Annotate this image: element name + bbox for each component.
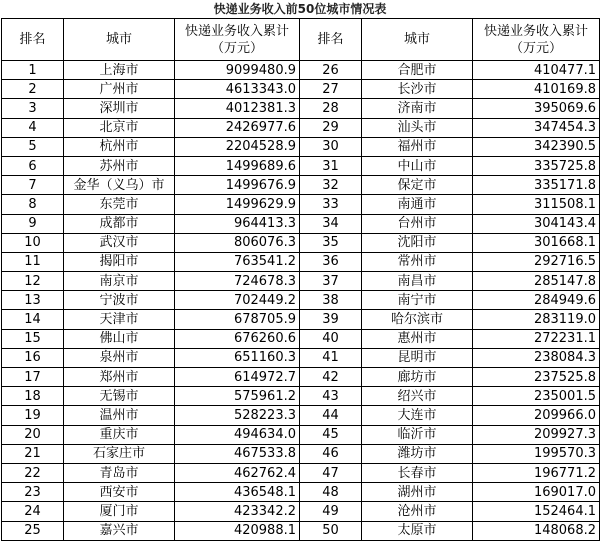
revenue-cell-right: 410169.8 <box>473 80 600 99</box>
city-cell-left: 佛山市 <box>64 329 175 348</box>
city-cell-left: 广州市 <box>64 80 175 99</box>
city-cell-left: 成都市 <box>64 214 175 233</box>
revenue-cell-right: 209927.3 <box>473 425 600 444</box>
city-cell-right: 绍兴市 <box>362 387 473 406</box>
revenue-cell-right: 292716.5 <box>473 252 600 271</box>
city-cell-right: 哈尔滨市 <box>362 310 473 329</box>
rank-cell-left: 1 <box>2 61 64 80</box>
city-cell-right: 南通市 <box>362 195 473 214</box>
revenue-cell-left: 676260.6 <box>175 329 300 348</box>
table-row <box>2 444 600 463</box>
city-cell-left: 南京市 <box>64 272 175 291</box>
rank-cell-left: 18 <box>2 387 64 406</box>
city-cell-right: 南宁市 <box>362 291 473 310</box>
rank-cell-right: 45 <box>300 425 362 444</box>
rank-header-left: 排名 <box>2 19 64 61</box>
city-cell-left: 金华（义乌）市 <box>64 176 175 195</box>
city-cell-right: 太原市 <box>362 521 473 540</box>
revenue-cell-right: 199570.3 <box>473 444 600 463</box>
revenue-header-right-line2: （万元） <box>509 40 562 56</box>
revenue-cell-right: 235001.5 <box>473 387 600 406</box>
city-cell-left: 北京市 <box>64 118 175 137</box>
revenue-cell-left: 2204528.9 <box>175 137 300 156</box>
revenue-cell-right: 342390.5 <box>473 137 600 156</box>
revenue-header-right-line1: 快递业务收入累计 <box>483 23 588 39</box>
rank-cell-left: 17 <box>2 368 64 387</box>
table-row <box>2 483 600 502</box>
revenue-cell-right: 285147.8 <box>473 272 600 291</box>
revenue-cell-right: 311508.1 <box>473 195 600 214</box>
rank-cell-right: 38 <box>300 291 362 310</box>
rank-cell-right: 47 <box>300 463 362 482</box>
rank-cell-right: 49 <box>300 502 362 521</box>
city-cell-left: 揭阳市 <box>64 252 175 271</box>
city-cell-left: 郑州市 <box>64 368 175 387</box>
revenue-cell-left: 724678.3 <box>175 272 300 291</box>
rank-cell-right: 31 <box>300 156 362 175</box>
table-row <box>2 348 600 367</box>
rank-cell-left: 4 <box>2 118 64 137</box>
revenue-cell-right: 148068.2 <box>473 521 600 540</box>
rank-cell-right: 29 <box>300 118 362 137</box>
revenue-cell-right: 169017.0 <box>473 483 600 502</box>
revenue-cell-left: 964413.3 <box>175 214 300 233</box>
revenue-cell-left: 494634.0 <box>175 425 300 444</box>
revenue-cell-right: 335725.8 <box>473 156 600 175</box>
rank-cell-left: 19 <box>2 406 64 425</box>
table-header-row <box>2 19 600 61</box>
city-cell-left: 宁波市 <box>64 291 175 310</box>
city-cell-right: 临沂市 <box>362 425 473 444</box>
city-cell-right: 汕头市 <box>362 118 473 137</box>
table-row <box>2 118 600 137</box>
city-cell-right: 长沙市 <box>362 80 473 99</box>
rank-cell-left: 13 <box>2 291 64 310</box>
table-row <box>2 463 600 482</box>
revenue-cell-left: 9099480.9 <box>175 61 300 80</box>
city-cell-left: 苏州市 <box>64 156 175 175</box>
city-cell-left: 厦门市 <box>64 502 175 521</box>
table-row <box>2 291 600 310</box>
revenue-cell-left: 806076.3 <box>175 233 300 252</box>
revenue-header-right <box>473 19 600 61</box>
city-cell-left: 重庆市 <box>64 425 175 444</box>
city-header-left: 城市 <box>64 19 175 61</box>
city-cell-left: 泉州市 <box>64 348 175 367</box>
revenue-cell-right: 237525.8 <box>473 368 600 387</box>
city-cell-left: 杭州市 <box>64 137 175 156</box>
rank-cell-left: 21 <box>2 444 64 463</box>
revenue-cell-right: 238084.3 <box>473 348 600 367</box>
table-row <box>2 502 600 521</box>
rank-cell-left: 2 <box>2 80 64 99</box>
table-row <box>2 176 600 195</box>
city-cell-left: 青岛市 <box>64 463 175 482</box>
city-cell-right: 合肥市 <box>362 61 473 80</box>
revenue-cell-right: 410477.1 <box>473 61 600 80</box>
table-row <box>2 310 600 329</box>
rank-cell-left: 11 <box>2 252 64 271</box>
revenue-cell-left: 423342.2 <box>175 502 300 521</box>
revenue-cell-left: 1499629.9 <box>175 195 300 214</box>
rank-header-right: 排名 <box>300 19 362 61</box>
rank-cell-left: 22 <box>2 463 64 482</box>
table-row <box>2 195 600 214</box>
rank-cell-right: 36 <box>300 252 362 271</box>
table-row <box>2 425 600 444</box>
table-row <box>2 99 600 118</box>
revenue-cell-right: 209966.0 <box>473 406 600 425</box>
city-cell-right: 湖州市 <box>362 483 473 502</box>
rank-cell-left: 10 <box>2 233 64 252</box>
rank-cell-right: 26 <box>300 61 362 80</box>
rank-cell-left: 7 <box>2 176 64 195</box>
city-cell-right: 沈阳市 <box>362 233 473 252</box>
city-cell-left: 石家庄市 <box>64 444 175 463</box>
city-cell-right: 南昌市 <box>362 272 473 291</box>
revenue-cell-right: 335171.8 <box>473 176 600 195</box>
city-cell-left: 天津市 <box>64 310 175 329</box>
city-cell-left: 武汉市 <box>64 233 175 252</box>
city-cell-right: 大连市 <box>362 406 473 425</box>
table-row <box>2 233 600 252</box>
revenue-cell-right: 152464.1 <box>473 502 600 521</box>
rank-cell-left: 12 <box>2 272 64 291</box>
rank-cell-right: 48 <box>300 483 362 502</box>
revenue-cell-left: 1499689.6 <box>175 156 300 175</box>
city-cell-right: 台州市 <box>362 214 473 233</box>
revenue-cell-left: 651160.3 <box>175 348 300 367</box>
city-cell-right: 福州市 <box>362 137 473 156</box>
revenue-cell-left: 462762.4 <box>175 463 300 482</box>
table-row <box>2 214 600 233</box>
table-row <box>2 137 600 156</box>
table-body <box>2 61 600 541</box>
rank-cell-left: 9 <box>2 214 64 233</box>
city-cell-left: 西安市 <box>64 483 175 502</box>
ranking-table <box>1 18 600 541</box>
revenue-cell-right: 196771.2 <box>473 463 600 482</box>
revenue-cell-left: 420988.1 <box>175 521 300 540</box>
revenue-cell-left: 614972.7 <box>175 368 300 387</box>
rank-cell-right: 43 <box>300 387 362 406</box>
table-row <box>2 156 600 175</box>
city-cell-right: 常州市 <box>362 252 473 271</box>
rank-cell-right: 37 <box>300 272 362 291</box>
revenue-cell-left: 678705.9 <box>175 310 300 329</box>
rank-cell-left: 8 <box>2 195 64 214</box>
city-cell-right: 惠州市 <box>362 329 473 348</box>
city-cell-left: 温州市 <box>64 406 175 425</box>
city-cell-right: 潍坊市 <box>362 444 473 463</box>
rank-cell-left: 16 <box>2 348 64 367</box>
revenue-cell-right: 347454.3 <box>473 118 600 137</box>
rank-cell-right: 27 <box>300 80 362 99</box>
table-title: 快递业务收入前50位城市情况表 <box>213 2 387 16</box>
table-row <box>2 387 600 406</box>
rank-cell-right: 44 <box>300 406 362 425</box>
revenue-cell-left: 528223.3 <box>175 406 300 425</box>
table-row <box>2 368 600 387</box>
table-row <box>2 80 600 99</box>
rank-cell-right: 50 <box>300 521 362 540</box>
revenue-header-left-line2: （万元） <box>210 40 263 56</box>
rank-cell-left: 23 <box>2 483 64 502</box>
city-cell-right: 济南市 <box>362 99 473 118</box>
revenue-cell-left: 4012381.3 <box>175 99 300 118</box>
rank-cell-right: 39 <box>300 310 362 329</box>
revenue-cell-right: 284949.6 <box>473 291 600 310</box>
rank-cell-left: 5 <box>2 137 64 156</box>
city-cell-right: 中山市 <box>362 156 473 175</box>
rank-cell-right: 34 <box>300 214 362 233</box>
city-cell-right: 长春市 <box>362 463 473 482</box>
revenue-header-left <box>175 19 300 61</box>
city-cell-left: 上海市 <box>64 61 175 80</box>
city-cell-right: 廊坊市 <box>362 368 473 387</box>
rank-cell-left: 15 <box>2 329 64 348</box>
rank-cell-right: 28 <box>300 99 362 118</box>
revenue-cell-left: 467533.8 <box>175 444 300 463</box>
rank-cell-right: 46 <box>300 444 362 463</box>
table-row <box>2 521 600 540</box>
city-cell-left: 深圳市 <box>64 99 175 118</box>
table-row <box>2 252 600 271</box>
city-cell-right: 昆明市 <box>362 348 473 367</box>
table-row <box>2 406 600 425</box>
revenue-cell-left: 436548.1 <box>175 483 300 502</box>
table-row <box>2 272 600 291</box>
revenue-cell-right: 395069.6 <box>473 99 600 118</box>
revenue-cell-right: 304143.4 <box>473 214 600 233</box>
revenue-cell-left: 575961.2 <box>175 387 300 406</box>
revenue-cell-right: 301668.1 <box>473 233 600 252</box>
revenue-cell-right: 272231.1 <box>473 329 600 348</box>
rank-cell-right: 40 <box>300 329 362 348</box>
rank-cell-right: 42 <box>300 368 362 387</box>
city-cell-right: 保定市 <box>362 176 473 195</box>
rank-cell-left: 3 <box>2 99 64 118</box>
rank-cell-left: 25 <box>2 521 64 540</box>
city-cell-left: 东莞市 <box>64 195 175 214</box>
rank-cell-right: 41 <box>300 348 362 367</box>
rank-cell-right: 30 <box>300 137 362 156</box>
rank-cell-left: 24 <box>2 502 64 521</box>
rank-cell-left: 14 <box>2 310 64 329</box>
city-cell-left: 无锡市 <box>64 387 175 406</box>
city-cell-left: 嘉兴市 <box>64 521 175 540</box>
table-row <box>2 61 600 80</box>
table-row <box>2 329 600 348</box>
rank-cell-right: 33 <box>300 195 362 214</box>
revenue-cell-right: 283119.0 <box>473 310 600 329</box>
revenue-cell-left: 702449.2 <box>175 291 300 310</box>
rank-cell-right: 35 <box>300 233 362 252</box>
city-header-right: 城市 <box>362 19 473 61</box>
rank-cell-left: 6 <box>2 156 64 175</box>
city-cell-right: 沧州市 <box>362 502 473 521</box>
rank-cell-right: 32 <box>300 176 362 195</box>
revenue-cell-left: 2426977.6 <box>175 118 300 137</box>
revenue-cell-left: 4613343.0 <box>175 80 300 99</box>
rank-cell-left: 20 <box>2 425 64 444</box>
revenue-header-left-line1: 快递业务收入累计 <box>184 23 289 39</box>
revenue-cell-left: 1499676.9 <box>175 176 300 195</box>
revenue-cell-left: 763541.2 <box>175 252 300 271</box>
